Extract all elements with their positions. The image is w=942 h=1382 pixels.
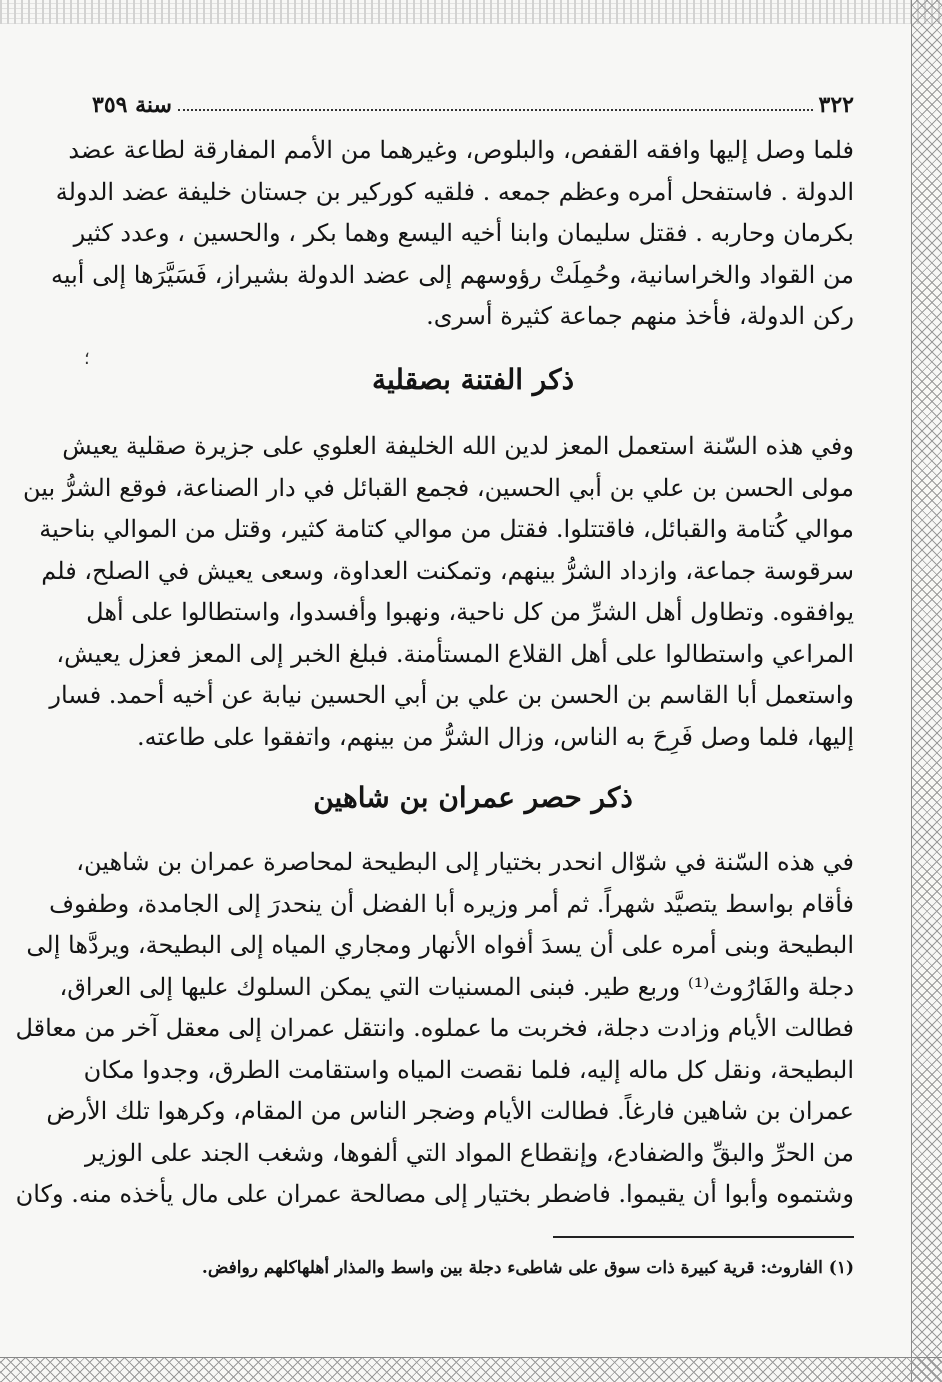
text-line: وشتموه وأبوا أن يقيموا. فاضطر بختيار إلى مصالحة عمران على مال يأخذه منه. وكان	[15, 1180, 854, 1208]
page-header	[92, 84, 854, 118]
text-line: الدولة . فاستفحل أمره وعظم جمعه . فلقيه كوركير بن جستان خليفة عضد الدولة	[55, 177, 854, 206]
section2-text	[23, 426, 854, 758]
text-line: في هذه السّنة في شوّال انحدر بختيار إلى البطيحة لمحاصرة عمران بن شاهين،	[76, 848, 854, 876]
text-line: دجلة والفَارُوث⁽¹⁾ وربع طير. فبنى المسنيات التي يمكن السلوك عليها إلى العراق،	[59, 972, 854, 1001]
section-heading-imran: ذكر حصر عمران بن شاهين	[313, 781, 633, 814]
text-line: وفي هذه السّنة استعمل المعز لدين الله الخليفة العلوي على جزيرة صقلية يعيش	[62, 432, 854, 460]
text-line: بكرمان وحاربه . فقتل سليمان وابنا أخيه اليسع وهما بكر ، والحسين ، وعدد كثير	[73, 219, 854, 247]
section3-text	[15, 842, 854, 1216]
text-line: موالي كُتامة والقبائل، فاقتتلوا. فقتل من موالي كتامة كثير، وقتل من الموالي بناحية	[39, 515, 854, 543]
text-line: فلما وصل إليها وافقه القفص، والبلوص، وغيرهما من الأمم المفارقة لطاعة عضد	[68, 136, 854, 164]
header-dotted-leader	[178, 103, 813, 111]
text-line: المراعي واستطالوا على أهل القلاع المستأمنة. فبلغ الخبر إلى المعز فعزل يعيش،	[56, 639, 854, 668]
footnote: (١) الفاروث: قرية كبيرة ذات سوق على شاطىء دجلة بين واسط والمذار أهلهاكلهم روافض.	[201, 1258, 854, 1278]
text-line: البطيحة وبنى أمره على أن يسدَ أفواه الأنهار ومجاري المياه إلى البطيحة، ويردَّها إلى	[26, 931, 854, 959]
year-label: سنة ٣٥٩	[92, 92, 172, 118]
text-line: ركن الدولة، فأخذ منهم جماعة كثيرة أسرى.	[426, 302, 854, 330]
section1-text	[51, 130, 854, 338]
footnote-separator	[553, 1236, 854, 1238]
text-line: فأقام بواسط يتصيَّد شهراً. ثم أمر وزيره أبا الفضل أن ينحدرَ إلى الجامدة، وطفوف	[49, 889, 854, 918]
text-line: عمران بن شاهين فارغاً. فطالت الأيام وضجر الناس من المقام، وكرهوا تلك الأرض	[46, 1097, 854, 1125]
text-line: البطيحة، ونقل كل ماله إليه، فلما نقصت المياه واستقامت الطرق، وجدوا مكان	[83, 1055, 854, 1084]
text-line: من الحرِّ والبقِّ والضفادع، وإنقطاع المواد التي ألفوها، وشغب الجند على الوزير	[85, 1138, 854, 1167]
text-line: سرقوسة جماعة، وازداد الشرُّ بينهم، وتمكنت العداوة، وسعى يعيش في الصلح، فلم	[41, 556, 854, 585]
text-line: من القواد والخراسانية، وحُمِلَتْ رؤوسهم إلى عضد الدولة بشيراز، فَسَيَّرَها إلى أبيه	[51, 260, 854, 289]
page-number: ٣٢٢	[818, 92, 854, 118]
text-line: يوافقوه. وتطاول أهل الشرِّ من كل ناحية، ونهبوا وأفسدوا، واستطالوا على أهل	[86, 598, 854, 626]
text-line: فطالت الأيام وزادت دجلة، فخربت ما عملوه. وانتقل عمران إلى معقل آخر من معاقل	[15, 1014, 854, 1042]
text-line: إليها، فلما وصل فَرِحَ به الناس، وزال الشرُّ من بينهم، واتفقوا على طاعته.	[137, 722, 854, 751]
margin-mark: ؛	[84, 348, 90, 369]
section-heading-sicily: ذكر الفتنة بصقلية	[371, 363, 575, 396]
text-line: واستعمل أبا القاسم بن الحسن بن علي بن أبي الحسين نيابة عن أخيه أحمد. فسار	[49, 681, 854, 709]
text-line: مولى الحسن بن علي بن أبي الحسين، فجمع القبائل في دار الصناعة، فوقع الشرُّ بين	[23, 473, 854, 502]
